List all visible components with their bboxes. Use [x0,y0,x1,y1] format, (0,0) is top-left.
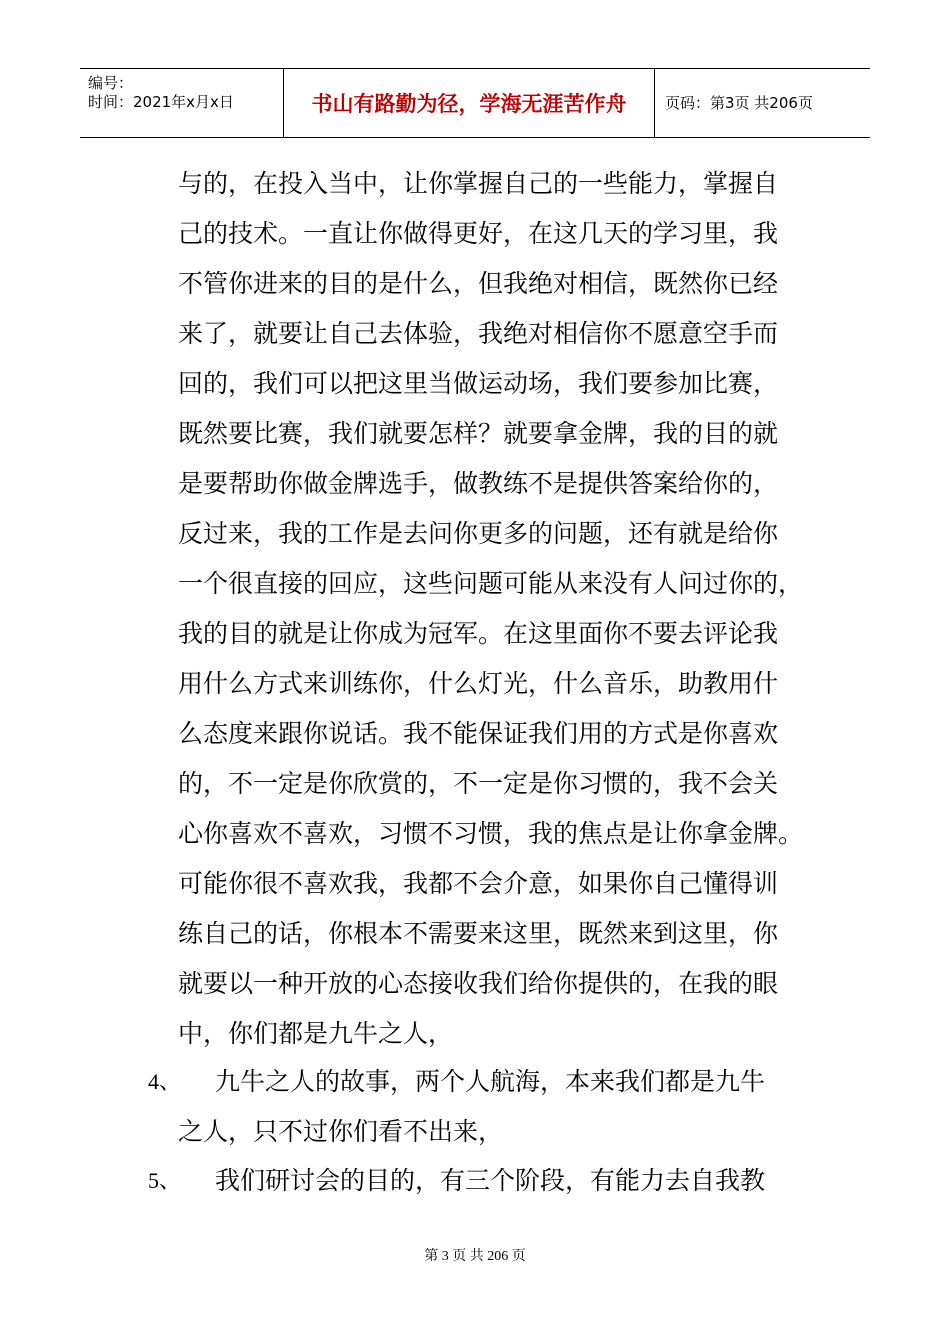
body-line: 不管你进来的目的是什么，但我绝对相信，既然你已经 [178,269,779,298]
time-label: 时间：2021年x月x日 [88,93,234,111]
body-line: 我的目的就是让你成为冠军。在这里面你不要去评论我 [178,619,779,648]
item-5-number: 5、 [148,1168,182,1193]
body-line: 么态度来跟你说话。我不能保证我们用的方式是你喜欢 [178,719,779,748]
body-line: 与的，在投入当中，让你掌握自己的一些能力，掌握自 [178,169,779,198]
body-line: 来了，就要让自己去体验，我绝对相信你不愿意空手而 [178,319,779,348]
item-4-number: 4、 [148,1069,182,1094]
body-line: 心你喜欢不喜欢，习惯不习惯，我的焦点是让你拿金牌。 [178,819,804,848]
body-line: 是要帮助你做金牌选手，做教练不是提供答案给你的， [178,469,779,498]
body-line: 就要以一种开放的心态接收我们给你提供的，在我的眼 [178,969,779,998]
body-line: 的，不一定是你欣赏的，不一定是你习惯的，我不会关 [178,769,779,798]
header-table [80,68,870,138]
body-line: 一个很直接的回应，这些问题可能从来没有人问过你的， [178,569,804,598]
body-line: 回的，我们可以把这里当做运动场，我们要参加比赛， [178,369,779,398]
item-4-line: 之人，只不过你们看不出来， [178,1117,504,1146]
header-left-cell [80,69,284,137]
body-line: 中，你们都是九牛之人， [178,1019,454,1048]
header-right-cell [655,69,870,137]
code-label: 编号： [88,74,134,92]
body-line: 既然要比赛，我们就要怎样？就要拿金牌，我的目的就 [178,419,779,448]
header-middle-cell [284,69,655,137]
body-line: 反过来，我的工作是去问你更多的问题，还有就是给你 [178,519,779,548]
page-info: 页码：第3页 共206页 [665,94,813,112]
page-footer: 第 3 页 共 206 页 [424,1249,526,1264]
item-4-line: 九牛之人的故事，两个人航海，本来我们都是九牛 [215,1067,766,1096]
body-line: 用什么方式来训练你，什么灯光，什么音乐，助教用什 [178,669,779,698]
motto: 书山有路勤为径，学海无涯苦作舟 [311,92,627,116]
body-line: 练自己的话，你根本不需要来这里，既然来到这里，你 [178,919,779,948]
body-line: 己的技术。一直让你做得更好，在这几天的学习里，我 [178,219,779,248]
body-line: 可能你很不喜欢我，我都不会介意，如果你自己懂得训 [178,869,779,898]
item-5-line: 我们研讨会的目的，有三个阶段，有能力去自我教 [215,1166,766,1195]
